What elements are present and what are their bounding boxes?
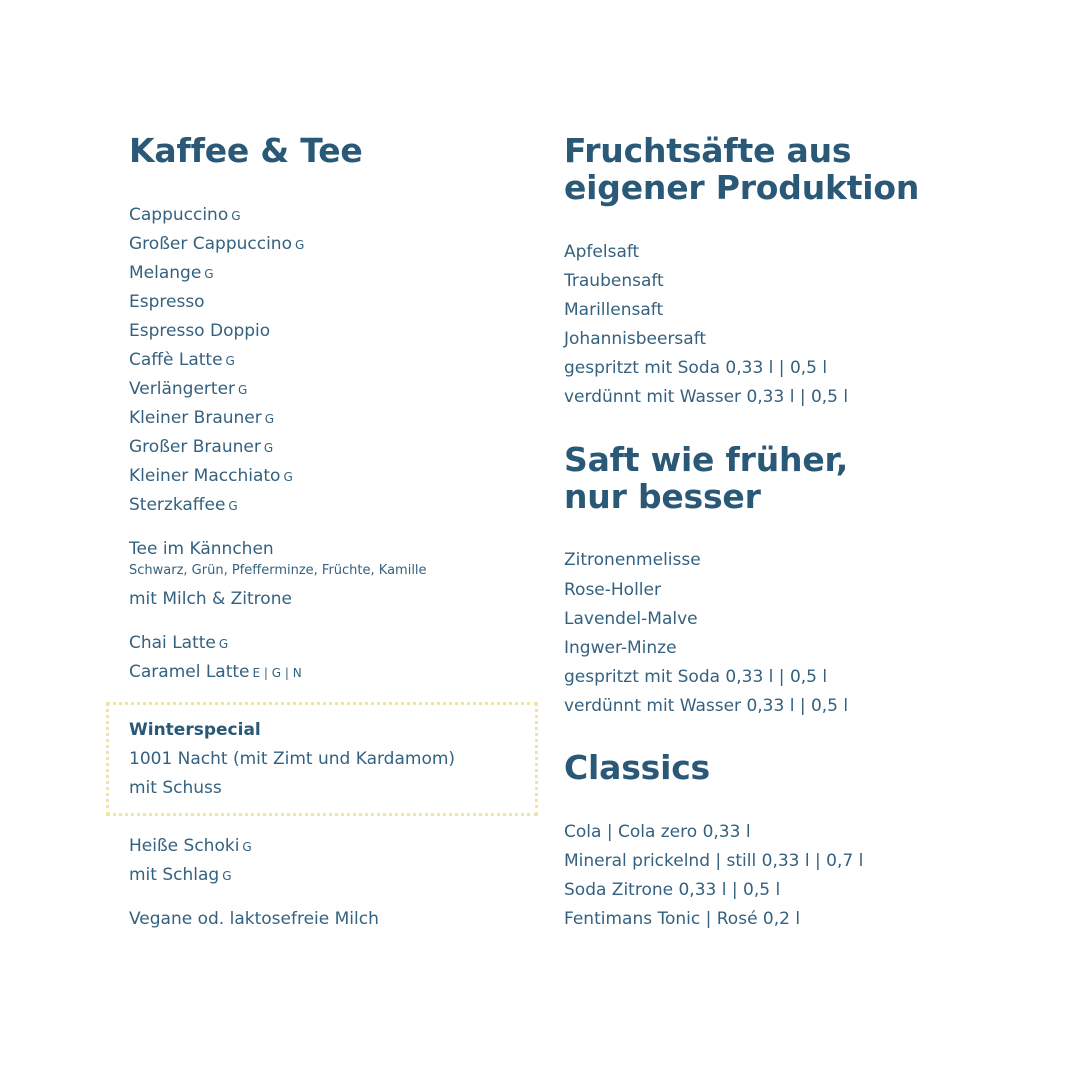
heading-kaffee-tee: Kaffee & Tee xyxy=(129,131,363,170)
menu-item: Verlängerter G xyxy=(129,379,248,399)
menu-item: Kleiner Brauner G xyxy=(129,408,275,428)
menu-item: mit Schlag G xyxy=(129,865,232,885)
heading-fruchtsaefte-line1: Fruchtsäfte aus xyxy=(564,131,852,170)
juice-item: Johannisbeersaft xyxy=(564,329,707,349)
juice-item: gespritzt mit Soda 0,33 l | 0,5 l xyxy=(564,358,828,378)
saft-item: verdünnt mit Wasser 0,33 l | 0,5 l xyxy=(564,696,849,716)
saft-item: Rose-Holler xyxy=(564,580,661,600)
classics-item: Cola | Cola zero 0,33 l xyxy=(564,822,751,842)
menu-item: Heiße Schoki G xyxy=(129,836,252,856)
winterspecial-item: 1001 Nacht (mit Zimt und Kardamom) xyxy=(129,749,456,769)
menu-item: Espresso xyxy=(129,292,205,312)
classics-item: Mineral prickelnd | still 0,33 l | 0,7 l xyxy=(564,851,864,871)
tea-extra: mit Milch & Zitrone xyxy=(129,589,292,609)
winterspecial-extra: mit Schuss xyxy=(129,778,222,798)
menu-item: Caramel Latte E | G | N xyxy=(129,662,302,682)
tea-item: Tee im Kännchen xyxy=(129,539,274,559)
classics-item: Fentimans Tonic | Rosé 0,2 l xyxy=(564,909,801,929)
saft-item: Lavendel-Malve xyxy=(564,609,698,629)
classics-item: Soda Zitrone 0,33 l | 0,5 l xyxy=(564,880,781,900)
winterspecial-title: Winterspecial xyxy=(129,720,261,740)
heading-saft-line1: Saft wie früher, xyxy=(564,440,849,479)
saft-item: gespritzt mit Soda 0,33 l | 0,5 l xyxy=(564,667,828,687)
tea-varieties: Schwarz, Grün, Pfefferminze, Früchte, Kamille xyxy=(129,563,427,578)
menu-item: Espresso Doppio xyxy=(129,321,271,341)
saft-item: Zitronenmelisse xyxy=(564,550,701,570)
milk-note: Vegane od. laktosefreie Milch xyxy=(129,909,379,929)
menu-item: Melange G xyxy=(129,263,214,283)
heading-fruchtsaefte-line2: eigener Produktion xyxy=(564,168,920,207)
menu-item: Großer Brauner G xyxy=(129,437,274,457)
juice-item: verdünnt mit Wasser 0,33 l | 0,5 l xyxy=(564,387,849,407)
menu-item: Kleiner Macchiato G xyxy=(129,466,293,486)
menu-item: Sterzkaffee G xyxy=(129,495,238,515)
juice-item: Apfelsaft xyxy=(564,242,640,262)
menu-item: Cappuccino G xyxy=(129,205,241,225)
juice-item: Marillensaft xyxy=(564,300,664,320)
juice-item: Traubensaft xyxy=(564,271,664,291)
menu-item: Großer Cappuccino G xyxy=(129,234,305,254)
heading-classics: Classics xyxy=(564,748,710,787)
menu-item: Chai Latte G xyxy=(129,633,229,653)
heading-saft-line2: nur besser xyxy=(564,477,761,516)
saft-item: Ingwer-Minze xyxy=(564,638,677,658)
menu-item: Caffè Latte G xyxy=(129,350,235,370)
